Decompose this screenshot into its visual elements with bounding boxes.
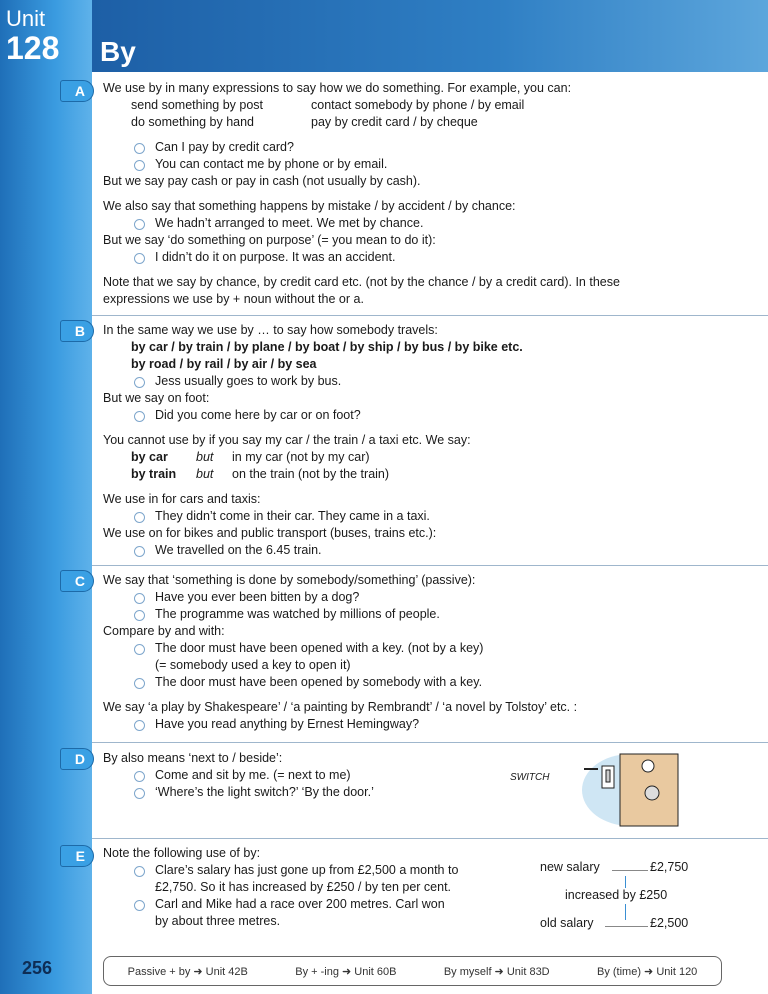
divider — [92, 565, 768, 566]
text-line: We say that ‘something is done by somebody/something’ (passive): — [103, 573, 476, 587]
old-salary-label: old salary — [540, 916, 594, 930]
text-line: We use on for bikes and public transport (buses, trains etc.): — [103, 526, 437, 540]
example-line: The programme was watched by millions of people. — [103, 606, 733, 623]
example-line: ‘Where’s the light switch?’ ‘By the door.’ — [103, 784, 733, 801]
page-number: 256 — [22, 958, 53, 978]
divider — [92, 315, 768, 316]
section-tab-b: B — [60, 320, 94, 342]
section-e — [103, 845, 513, 930]
text-line: by about three metres. — [155, 914, 281, 928]
text-line: But we say ‘do something on purpose’ (= you mean to do it): — [103, 233, 436, 247]
text-line: by road / by rail / by air / by sea — [131, 357, 317, 371]
text-line: pay by credit card / by cheque — [311, 115, 478, 129]
new-salary-label: new salary — [540, 860, 600, 874]
example-line: Come and sit by me. (= next to me) — [103, 767, 733, 784]
section-c — [103, 572, 733, 733]
cross-reference: By myself ➜ Unit 83D — [443, 965, 550, 978]
example-line: Did you come here by car or on foot? — [103, 407, 733, 424]
new-salary-value: £2,750 — [650, 860, 689, 874]
example-line: Clare’s salary has just gone up from £2,500 a month to — [103, 862, 513, 879]
divider — [92, 838, 768, 839]
text-line: send something by post — [131, 98, 264, 112]
divider — [92, 742, 768, 743]
text-line: You cannot use by if you say my car / the train / a taxi etc. We say: — [103, 433, 471, 447]
text-line: Note that we say by chance, by credit card etc. (not by the chance / by a credit card). In these — [103, 275, 620, 289]
example-line: Can I pay by credit card? — [103, 139, 733, 156]
text-line: Note the following use of by: — [103, 846, 261, 860]
text-line: In the same way we use by … to say how somebody travels: — [103, 323, 438, 337]
cross-reference: By + -ing ➜ Unit 60B — [295, 965, 397, 978]
text-line: contact somebody by phone / by email — [311, 98, 525, 112]
old-salary-value: £2,500 — [650, 916, 689, 930]
text-line: £2,750. So it has increased by £250 / by ten per cent. — [155, 880, 452, 894]
example-line: You can contact me by phone or by email. — [103, 156, 733, 173]
section-tab-d: D — [60, 748, 94, 770]
light-switch-illustration — [580, 748, 680, 828]
example-line: Have you read anything by Ernest Hemingway? — [103, 716, 733, 733]
switch-label: SWITCH — [510, 772, 550, 783]
example-line: We travelled on the 6.45 train. — [103, 542, 733, 559]
example-line: We hadn’t arranged to meet. We met by chance. — [103, 215, 733, 232]
text-line: by train — [131, 467, 177, 481]
section-a — [103, 80, 733, 308]
example-line: Carl and Mike had a race over 200 metres. Carl won — [103, 896, 513, 913]
text-line: on the train (not by the train) — [232, 467, 390, 481]
example-line: The door must have been opened by somebody with a key. — [103, 674, 733, 691]
text-line: expressions we use by + noun without the or a. — [103, 292, 364, 306]
page-title: By — [100, 36, 136, 67]
example-line: Jess usually goes to work by bus. — [103, 373, 733, 390]
text-line: We use in for cars and taxis: — [103, 492, 261, 506]
unit-label: Unit — [6, 6, 46, 31]
text-line: By also means ‘next to / beside’: — [103, 751, 283, 765]
text-line: by car / by train / by plane / by boat / by ship / by bus / by bike etc. — [131, 340, 523, 354]
text-line: but — [196, 450, 214, 464]
title-bar — [92, 0, 768, 72]
text-line: Compare by and with: — [103, 624, 225, 638]
increase-label: increased by £250 — [565, 888, 668, 902]
text-line: do something by hand — [131, 115, 255, 129]
text-line: But we say on foot: — [103, 391, 210, 405]
text-line: We say ‘a play by Shakespeare’ / ‘a painting by Rembrandt’ / ‘a novel by Tolstoy’ etc. : — [103, 700, 578, 714]
cross-reference: Passive + by ➜ Unit 42B — [127, 965, 248, 978]
example-line: Have you ever been bitten by a dog? — [103, 589, 733, 606]
cross-reference-box — [103, 956, 722, 986]
text-line: but — [196, 467, 214, 481]
text-line: by car — [131, 450, 168, 464]
text-line: We use by in many expressions to say how we do something. For example, you can: — [103, 81, 572, 95]
example-line: I didn’t do it on purpose. It was an accident. — [103, 249, 733, 266]
cross-reference: By (time) ➜ Unit 120 — [597, 965, 698, 978]
section-tab-e: E — [60, 845, 94, 867]
unit-number: 128 — [6, 30, 60, 66]
text-line: (= somebody used a key to open it) — [155, 658, 351, 672]
section-tab-a: A — [60, 80, 94, 102]
text-line: We also say that something happens by mistake / by accident / by chance: — [103, 199, 516, 213]
text-line: in my car (not by my car) — [232, 450, 370, 464]
section-tab-c: C — [60, 570, 94, 592]
section-b — [103, 322, 733, 559]
text-line: But we say pay cash or pay in cash (not usually by cash). — [103, 174, 421, 188]
example-line: The door must have been opened with a key. (not by a key) — [103, 640, 733, 657]
example-line: They didn’t come in their car. They came in a taxi. — [103, 508, 733, 525]
